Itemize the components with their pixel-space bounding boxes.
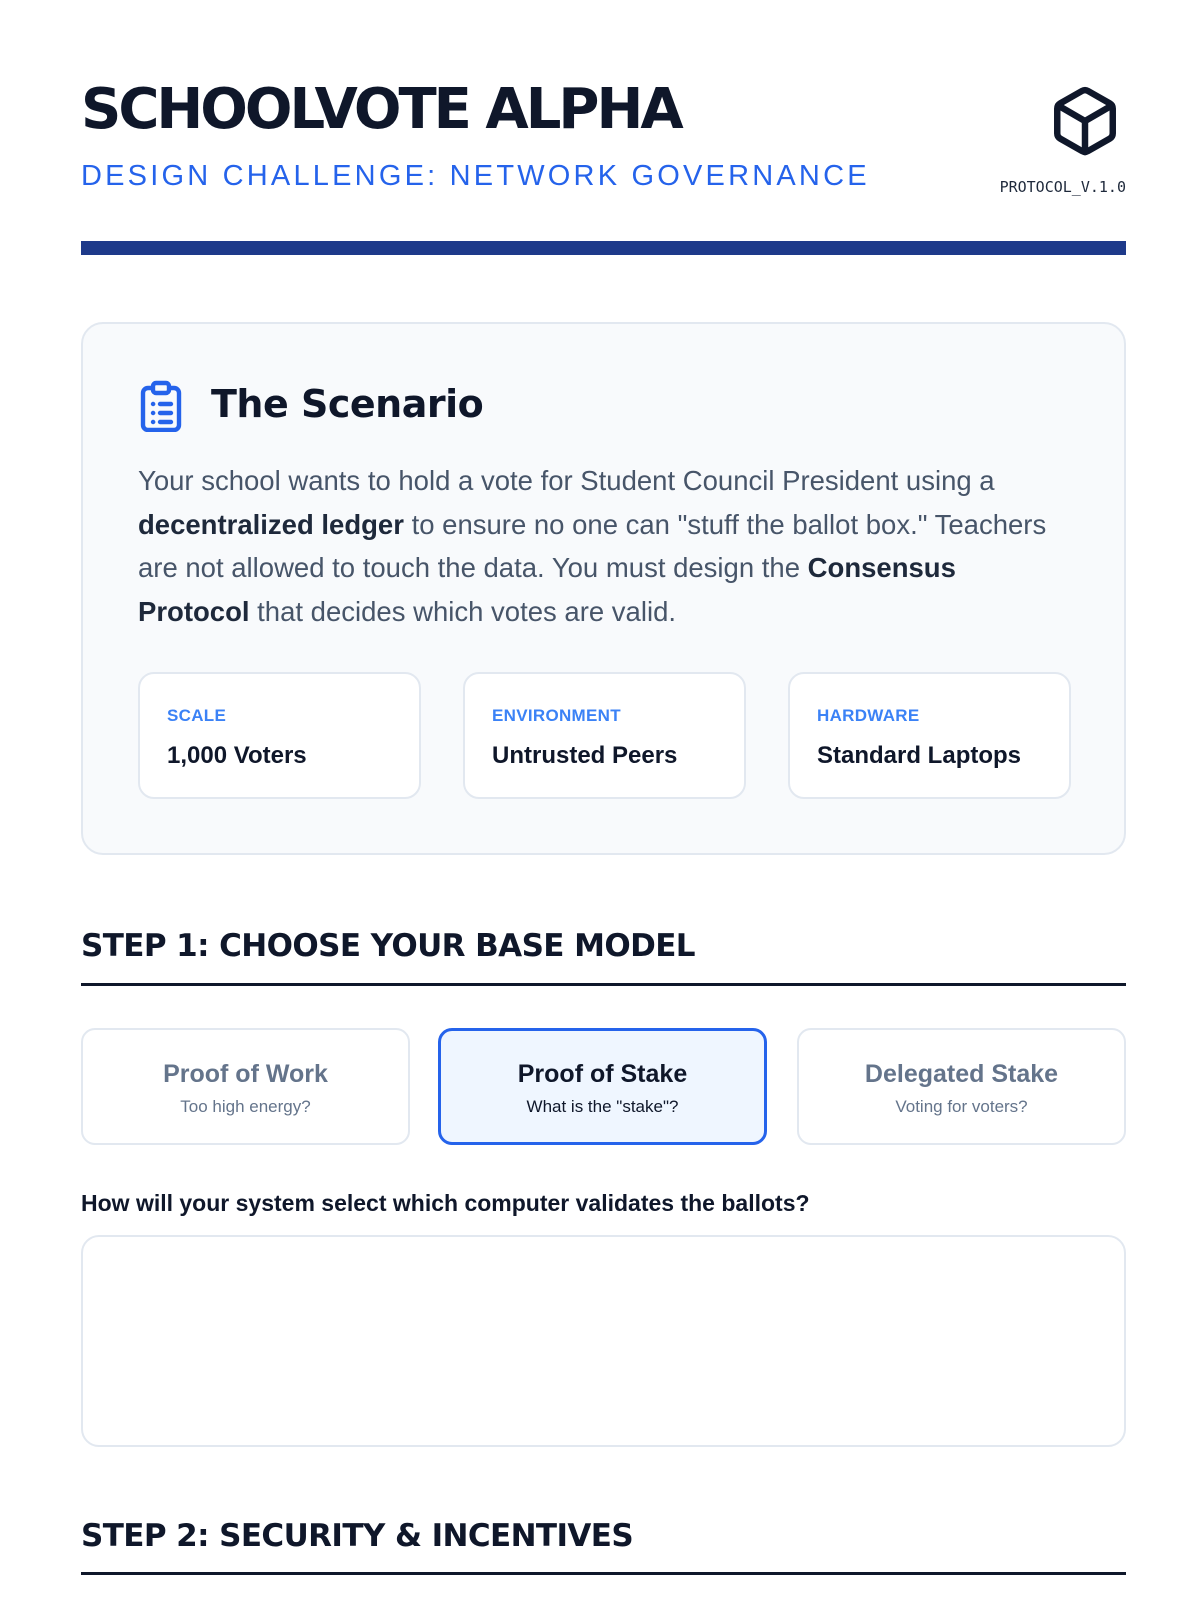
step2-divider xyxy=(81,1572,1126,1575)
stat-value: Standard Laptops xyxy=(817,742,1022,769)
validator-question-label: How will your system select which computer validates the ballots? xyxy=(81,1190,810,1216)
cube-icon xyxy=(1048,82,1122,160)
option-name: Proof of Stake xyxy=(517,1060,688,1088)
stat-card-environment xyxy=(463,672,746,799)
option-proof-of-stake[interactable] xyxy=(438,1028,767,1145)
stat-label: HARDWARE xyxy=(817,706,920,725)
stat-card-scale xyxy=(138,672,421,799)
page-subtitle: DESIGN CHALLENGE: NETWORK GOVERNANCE xyxy=(81,160,870,192)
scenario-text-part: Your school wants to hold a vote for Student Council President using a xyxy=(138,465,995,496)
step1-title: STEP 1: CHOOSE YOUR BASE MODEL xyxy=(81,928,695,964)
scenario-bold-term: Consensus Protocol xyxy=(138,552,956,627)
scenario-title: The Scenario xyxy=(211,382,484,426)
option-hint: What is the "stake"? xyxy=(526,1097,679,1116)
stat-value: 1,000 Voters xyxy=(167,742,307,769)
scenario-text-part: that decides which votes are valid. xyxy=(249,595,677,627)
stat-card-hardware xyxy=(788,672,1071,799)
protocol-version: PROTOCOL_V.1.0 xyxy=(999,178,1126,196)
scenario-description xyxy=(138,459,1068,633)
validator-answer-textarea[interactable] xyxy=(81,1235,1126,1447)
option-hint: Voting for voters? xyxy=(895,1097,1028,1116)
option-name: Proof of Work xyxy=(163,1060,328,1088)
clipboard-list-icon xyxy=(139,380,183,432)
option-proof-of-work[interactable] xyxy=(81,1028,410,1145)
scenario-text-part: to ensure no one can "stuff the ballot box." Teachers are not allowed to touch the data. You must design the xyxy=(138,508,1047,583)
stat-label: ENVIRONMENT xyxy=(492,706,621,725)
option-delegated-stake[interactable] xyxy=(797,1028,1126,1145)
stat-label: SCALE xyxy=(167,706,227,725)
scenario-bold-term: decentralized ledger xyxy=(138,508,404,540)
header xyxy=(81,0,1126,255)
step1-divider xyxy=(81,983,1126,986)
header-divider xyxy=(81,241,1126,255)
option-name: Delegated Stake xyxy=(864,1060,1059,1088)
stat-value: Untrusted Peers xyxy=(492,742,678,769)
step2-title: STEP 2: SECURITY & INCENTIVES xyxy=(81,1518,634,1554)
page-title: SCHOOLVOTE ALPHA xyxy=(81,77,681,142)
option-hint: Too high energy? xyxy=(180,1097,311,1116)
scenario-card xyxy=(81,322,1126,855)
page xyxy=(81,0,1126,1554)
